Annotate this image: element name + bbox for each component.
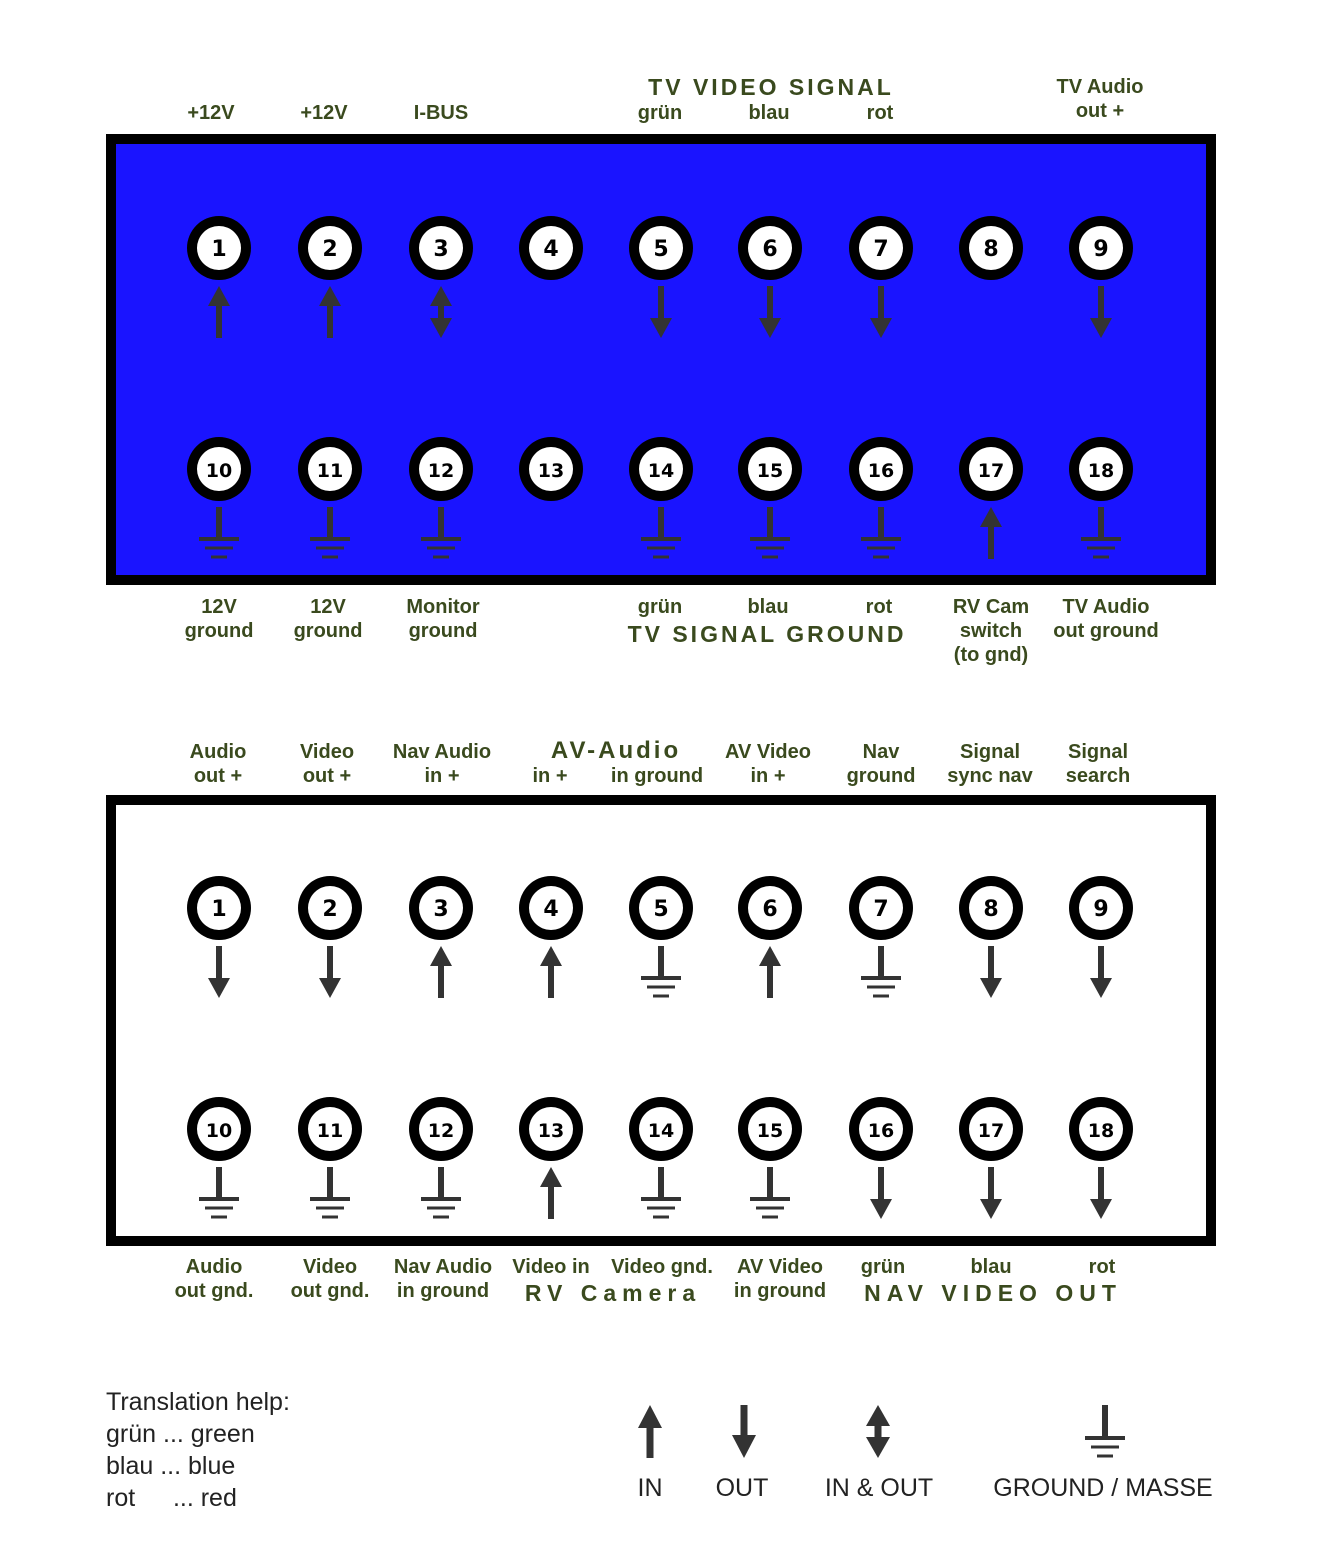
out-arrow-icon [1090, 286, 1112, 338]
ground-icon [199, 507, 239, 557]
pin-8 [959, 216, 1023, 280]
pin-13 [519, 1097, 583, 1219]
out-arrow-icon [980, 1167, 1002, 1219]
label-line: Audio [189, 741, 247, 763]
pin-number: 15 [756, 460, 784, 482]
arrow-head [208, 286, 230, 306]
label-line: Nav Audio [393, 1256, 493, 1278]
label-line: RV Cam [952, 596, 1030, 618]
label-line: Video [299, 741, 355, 763]
translation-term: blau [106, 1452, 154, 1480]
legend-inout-label: IN & OUT [824, 1474, 934, 1502]
pin-number: 10 [205, 1120, 233, 1142]
pin-number: 5 [653, 897, 669, 922]
label-line: out + [1075, 100, 1125, 122]
top-label-pin2: +12V [300, 102, 348, 124]
label-line: out gnd. [174, 1280, 254, 1302]
pin-number: 17 [977, 460, 1005, 482]
top-label-pin6: blau [748, 102, 790, 124]
ground-icon [641, 1167, 681, 1217]
pin-number: 12 [427, 1120, 455, 1142]
label-line: AV Video [737, 1256, 823, 1278]
arrow-head [540, 946, 562, 966]
in-arrow-icon [430, 946, 452, 998]
label-line: switch [959, 620, 1023, 642]
translation-row [106, 1450, 290, 1482]
pin-15 [738, 1097, 802, 1217]
ground-icon [861, 507, 901, 557]
out-arrow-icon [1090, 1167, 1112, 1219]
pin-7 [849, 216, 913, 338]
heading-av-audio: AV-Audio [550, 737, 682, 764]
label-line: Monitor [406, 596, 480, 618]
pin-number: 6 [762, 237, 778, 262]
arrow-head [980, 1199, 1002, 1219]
bottom-label-pin16: rot [865, 596, 893, 618]
pin-number: 7 [873, 897, 889, 922]
label-line: ground [184, 620, 254, 642]
bottom-label-b-pin16: grün [860, 1256, 906, 1278]
top-label-pin1: +12V [187, 102, 235, 124]
label-line: in + [424, 765, 460, 787]
pin-number: 3 [433, 897, 449, 922]
pin-number: 14 [647, 1120, 675, 1142]
arrow-head [319, 978, 341, 998]
label-line: Video [302, 1256, 358, 1278]
label-line: search [1065, 765, 1131, 787]
arrow-head [870, 318, 892, 338]
pin-6 [738, 876, 802, 998]
pin-number: 10 [205, 460, 233, 482]
pin-8 [959, 876, 1023, 998]
legend-out-label: OUT [715, 1474, 769, 1502]
in-arrow-icon [319, 286, 341, 338]
pin-17 [959, 437, 1023, 559]
label-line: in ground [733, 1280, 827, 1302]
label-line: ground [293, 620, 363, 642]
label-line: out ground [1053, 620, 1159, 642]
top-label-pin7: rot [866, 102, 894, 124]
translation-term: grün [106, 1420, 157, 1448]
label-line: ground [846, 765, 916, 787]
out-arrow-icon [870, 286, 892, 338]
pin-4 [519, 216, 583, 280]
translation-row [106, 1418, 290, 1450]
label-line: Nav [862, 741, 900, 763]
label-line: in ground [396, 1280, 490, 1302]
pin-3 [409, 876, 473, 998]
heading-rv-camera: RV Camera [524, 1280, 702, 1306]
pin-number: 7 [873, 237, 889, 262]
in-arrow-icon [540, 1167, 562, 1219]
arrow-head [759, 318, 781, 338]
pin-number: 13 [537, 460, 565, 482]
pin-number: 5 [653, 237, 669, 262]
ground-icon [421, 1167, 461, 1217]
ground-icon [310, 507, 350, 557]
translation-meaning: ... red [172, 1484, 237, 1512]
pin-7 [849, 876, 913, 996]
in-arrow-icon [208, 286, 230, 338]
pin-number: 17 [977, 1120, 1005, 1142]
pin-2 [298, 216, 362, 338]
ground-icon [310, 1167, 350, 1217]
label-line: AV Video [725, 741, 811, 763]
pin-number: 9 [1093, 237, 1109, 262]
arrow-head [759, 946, 781, 966]
ground-icon [641, 507, 681, 557]
bottom-label-pin14: grün [637, 596, 683, 618]
arrow-head [540, 1167, 562, 1187]
pin-number: 1 [211, 897, 227, 922]
pin-number: 4 [543, 237, 559, 262]
pin-17 [959, 1097, 1023, 1219]
pin-number: 14 [647, 460, 675, 482]
pin-14 [629, 437, 693, 557]
pin-number: 2 [322, 897, 338, 922]
pin-number: 9 [1093, 897, 1109, 922]
pin-11 [298, 437, 362, 557]
label-line: sync nav [947, 765, 1033, 787]
legend-ground-label: GROUND / MASSE [993, 1474, 1213, 1502]
heading-nav-video-out: NAV VIDEO OUT [864, 1280, 1122, 1306]
out-arrow-icon [650, 286, 672, 338]
arrow-head [650, 318, 672, 338]
top-label-b-pin4: in + [532, 765, 568, 787]
in-arrow-icon [980, 507, 1002, 559]
pin-number: 11 [316, 460, 344, 482]
ground-icon [199, 1167, 239, 1217]
label-line: 12V [201, 596, 237, 618]
pin-1 [187, 216, 251, 338]
arrow-head [870, 1199, 892, 1219]
translation-help [106, 1386, 290, 1514]
pin-12 [409, 437, 473, 557]
pin-number: 18 [1087, 1120, 1115, 1142]
arrow-head [980, 507, 1002, 527]
label-line: Nav Audio [392, 741, 492, 763]
pin-13 [519, 437, 583, 501]
label-line: out gnd. [290, 1280, 370, 1302]
pin-number: 4 [543, 897, 559, 922]
pin-4 [519, 876, 583, 998]
out-arrow-icon [980, 946, 1002, 998]
arrow-head [1090, 318, 1112, 338]
ground-icon [421, 507, 461, 557]
pin-number: 12 [427, 460, 455, 482]
heading-tv-signal-ground: TV SIGNAL GROUND [627, 621, 907, 647]
ground-icon [750, 507, 790, 557]
label-line: TV Audio [1062, 596, 1150, 618]
arrow-head [430, 286, 452, 306]
translation-help-title: Translation help: [106, 1388, 290, 1416]
pin-number: 3 [433, 237, 449, 262]
inout-arrow-icon [430, 286, 452, 338]
heading-tv-video-signal: TV VIDEO SIGNAL [648, 74, 894, 100]
label-line: Signal [1067, 741, 1128, 763]
in-arrow-icon [759, 946, 781, 998]
translation-row [106, 1482, 290, 1514]
pin-number: 16 [867, 1120, 895, 1142]
pin-9 [1069, 216, 1133, 338]
pin-number: 2 [322, 237, 338, 262]
pin-number: 15 [756, 1120, 784, 1142]
label-line: out + [193, 765, 243, 787]
pin-2 [298, 876, 362, 998]
pin-16 [849, 437, 913, 557]
ground-icon [1081, 507, 1121, 557]
pin-number: 1 [211, 237, 227, 262]
bottom-label-pin15: blau [747, 596, 789, 618]
legend-in-label: IN [637, 1474, 663, 1502]
pin-18 [1069, 1097, 1133, 1219]
pin-10 [187, 437, 251, 557]
out-arrow-icon [208, 946, 230, 998]
arrow-head [980, 978, 1002, 998]
out-arrow-icon [759, 286, 781, 338]
label-line: (to gnd) [953, 644, 1029, 666]
pin-11 [298, 1097, 362, 1217]
pin-10 [187, 1097, 251, 1217]
label-line: in + [750, 765, 786, 787]
arrow-head [430, 318, 452, 338]
pin-number: 6 [762, 897, 778, 922]
pin-5 [629, 876, 693, 996]
pin-3 [409, 216, 473, 338]
pin-1 [187, 876, 251, 998]
arrow-head [208, 978, 230, 998]
arrow-head [430, 946, 452, 966]
bottom-label-b-pin18: rot [1088, 1256, 1116, 1278]
ground-icon [750, 1167, 790, 1217]
label-line: TV Audio [1056, 76, 1144, 98]
label-line: ground [408, 620, 478, 642]
pin-16 [849, 1097, 913, 1219]
top-label-pin3: I-BUS [413, 102, 469, 124]
label-line: 12V [310, 596, 346, 618]
out-arrow-icon [870, 1167, 892, 1219]
ground-icon [861, 946, 901, 996]
arrow-head [1090, 978, 1112, 998]
pin-9 [1069, 876, 1133, 998]
label-line: out + [302, 765, 352, 787]
pin-6 [738, 216, 802, 338]
label-line: Signal [959, 741, 1021, 763]
pin-5 [629, 216, 693, 338]
top-label-b-pin5: in ground [610, 765, 704, 787]
label-line: Audio [185, 1256, 243, 1278]
pin-number: 8 [983, 237, 999, 262]
pin-number: 13 [537, 1120, 565, 1142]
top-label-pin5: grün [637, 102, 683, 124]
in-arrow-icon [540, 946, 562, 998]
bottom-label-b-pin14: Video gnd. [611, 1256, 713, 1278]
translation-meaning: ... green [163, 1420, 255, 1448]
translation-term: rot [106, 1484, 136, 1512]
ground-icon [641, 946, 681, 996]
out-arrow-icon [1090, 946, 1112, 998]
pin-14 [629, 1097, 693, 1217]
pin-18 [1069, 437, 1133, 557]
pin-12 [409, 1097, 473, 1217]
arrow-head [319, 286, 341, 306]
out-arrow-icon [319, 946, 341, 998]
pin-number: 18 [1087, 460, 1115, 482]
arrow-head [1090, 1199, 1112, 1219]
pin-number: 8 [983, 897, 999, 922]
pin-15 [738, 437, 802, 557]
translation-meaning: ... blue [160, 1452, 236, 1480]
bottom-label-b-pin13: Video in [512, 1256, 590, 1278]
bottom-label-b-pin17: blau [970, 1256, 1012, 1278]
pin-number: 16 [867, 460, 895, 482]
pin-number: 11 [316, 1120, 344, 1142]
